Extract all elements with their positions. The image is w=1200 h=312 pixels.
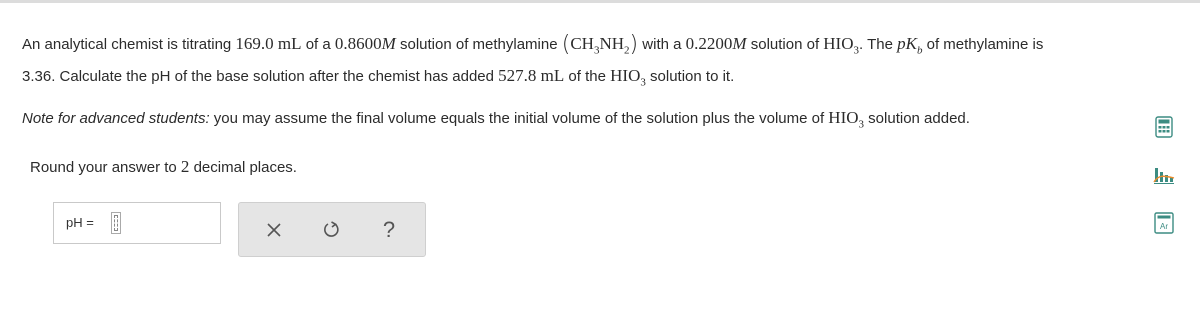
text-segment: with a <box>638 36 686 53</box>
text-segment: of the <box>564 68 611 85</box>
question-line-1 <box>22 34 1043 60</box>
acid-formula: $HIO_3$ <box>823 34 859 57</box>
note-text: you may assume the final volume equals the initial volume of the solution plus the volume of <box>209 110 829 127</box>
concentration-1: 0.8600M <box>334 34 396 53</box>
pkb-symbol: $pK_b$ <box>897 34 923 57</box>
text-segment: solution of methylamine <box>395 36 562 53</box>
methylamine-formula: $CH_3NH_2$ <box>570 34 630 57</box>
acid-formula: $HIO_3$ <box>828 108 865 131</box>
text-segment: solution of <box>746 36 824 53</box>
pkb-value: 3.36 <box>22 68 52 85</box>
acid-formula: $HIO_3$ <box>610 66 646 89</box>
answer-box <box>53 202 221 244</box>
text-segment: . The <box>859 36 898 53</box>
text-segment: . Calculate the pH of the base solution after the chemist has added <box>51 68 499 85</box>
rounding-instruction: Round your answer to 2 decimal places. <box>30 157 297 176</box>
note-label: Note for advanced students: <box>22 110 210 127</box>
decimal-places: 2 <box>180 157 190 176</box>
note-text-end: solution added. <box>864 110 970 127</box>
volume-2: 527.8 mL <box>498 66 565 85</box>
top-border <box>0 0 1200 3</box>
x-icon[interactable] <box>261 217 287 243</box>
concentration-2: 0.2200M <box>685 34 747 53</box>
text-segment: solution to it. <box>645 68 735 85</box>
svg-text:Ar: Ar <box>1160 222 1168 231</box>
answer-label: pH = <box>66 215 94 230</box>
question-line-2 <box>22 66 734 92</box>
answer-toolbar <box>238 202 426 257</box>
ph-answer-input[interactable] <box>111 212 121 234</box>
text-segment: of a <box>301 36 335 53</box>
periodic-table-icon[interactable] <box>1151 210 1177 236</box>
question-icon[interactable]: ? <box>382 217 396 242</box>
volume-1: 169.0 mL <box>235 34 302 53</box>
paren-open: ( <box>561 32 571 57</box>
calculator-icon[interactable] <box>1151 114 1177 140</box>
bar-chart-icon[interactable] <box>1151 162 1177 188</box>
text-segment: of methylamine is <box>922 36 1044 53</box>
advanced-note <box>22 108 970 130</box>
undo-icon[interactable] <box>319 217 345 243</box>
text-segment: An analytical chemist is titrating <box>22 36 236 53</box>
paren-close: ) <box>629 32 639 57</box>
